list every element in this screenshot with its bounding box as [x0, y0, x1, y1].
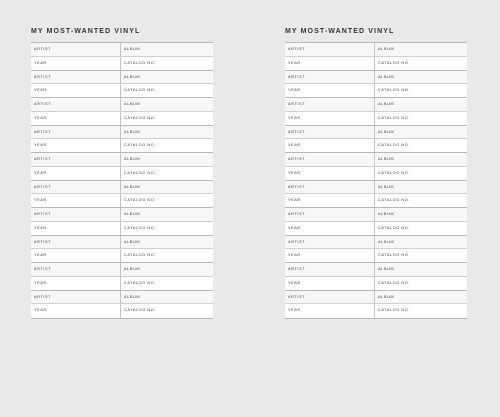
page-title: MY MOST-WANTED VINYL [285, 28, 395, 35]
artist-field[interactable]: ARTIST [31, 236, 121, 249]
year-field[interactable]: YEAR [285, 112, 375, 125]
vinyl-entry-row [31, 291, 213, 305]
vinyl-entry-row [285, 84, 467, 98]
vinyl-entry-row [31, 71, 213, 85]
catalog-number-field[interactable]: CATALOG NO. [124, 115, 156, 120]
album-field[interactable]: ALBUM [124, 294, 141, 299]
year-field[interactable]: YEAR [285, 277, 375, 290]
vinyl-entry-row [31, 236, 213, 250]
catalog-number-field[interactable]: CATALOG NO. [124, 198, 156, 203]
artist-field[interactable]: ARTIST [285, 126, 375, 139]
artist-field[interactable]: ARTIST [31, 291, 121, 304]
year-field[interactable]: YEAR [31, 112, 121, 125]
year-field[interactable]: YEAR [285, 139, 375, 152]
page-title: MY MOST-WANTED VINYL [31, 28, 141, 35]
year-field[interactable]: YEAR [31, 167, 121, 180]
artist-field[interactable]: ARTIST [285, 153, 375, 166]
catalog-number-field[interactable]: CATALOG NO. [124, 60, 156, 65]
artist-field[interactable]: ARTIST [285, 43, 375, 56]
year-field[interactable]: YEAR [31, 304, 121, 318]
vinyl-entry-row [285, 208, 467, 222]
vinyl-entry-row [31, 112, 213, 126]
year-field[interactable]: YEAR [31, 277, 121, 290]
vinyl-entry-row [31, 249, 213, 263]
album-field[interactable]: ALBUM [378, 267, 395, 271]
vinyl-entry-row [285, 139, 467, 153]
year-field[interactable]: YEAR [31, 222, 121, 235]
year-field[interactable]: YEAR [31, 84, 121, 97]
vinyl-entry-row [285, 112, 467, 126]
catalog-number-field[interactable]: CATALOG NO. [378, 280, 410, 285]
album-field[interactable]: ALBUM [378, 47, 395, 51]
artist-field[interactable]: ARTIST [31, 98, 121, 111]
year-field[interactable]: YEAR [285, 194, 375, 207]
year-field[interactable]: YEAR [285, 249, 375, 262]
vinyl-entry-row [31, 153, 213, 167]
year-field[interactable]: YEAR [285, 57, 375, 70]
vinyl-entry-row [285, 304, 467, 318]
vinyl-entry-row [285, 236, 467, 250]
vinyl-entry-row [285, 291, 467, 305]
year-field[interactable]: YEAR [31, 249, 121, 262]
year-field[interactable]: YEAR [31, 57, 121, 70]
year-field[interactable]: YEAR [285, 304, 375, 318]
vinyl-entry-row [285, 98, 467, 112]
vinyl-entry-row [31, 126, 213, 140]
vinyl-entry-row [285, 153, 467, 167]
vinyl-entry-row [31, 304, 213, 318]
vinyl-entry-row [31, 194, 213, 208]
artist-field[interactable]: ARTIST [31, 181, 121, 194]
artist-field[interactable]: ARTIST [31, 71, 121, 84]
year-field[interactable]: YEAR [31, 139, 121, 152]
vinyl-entry-row [285, 194, 467, 208]
album-field[interactable]: ALBUM [378, 212, 395, 216]
artist-field[interactable]: ARTIST [31, 263, 121, 276]
album-field[interactable]: ALBUM [124, 102, 141, 106]
catalog-number-field[interactable]: CATALOG NO. [378, 198, 410, 203]
vinyl-entry-row [31, 208, 213, 222]
album-field[interactable]: ALBUM [378, 184, 395, 189]
vinyl-entry-row [31, 139, 213, 153]
left-page [31, 22, 213, 319]
artist-field[interactable]: ARTIST [285, 71, 375, 84]
year-field[interactable]: YEAR [285, 222, 375, 235]
vinyl-entry-row [31, 263, 213, 277]
album-field[interactable]: ALBUM [124, 74, 141, 79]
vinyl-entry-row [285, 43, 467, 57]
catalog-number-field[interactable]: CATALOG NO. [378, 115, 410, 120]
catalog-number-field[interactable]: CATALOG NO. [124, 170, 156, 175]
vinyl-entry-row [31, 167, 213, 181]
catalog-number-field[interactable]: CATALOG NO. [378, 308, 410, 313]
artist-field[interactable]: ARTIST [31, 126, 121, 139]
album-field[interactable]: ALBUM [378, 294, 395, 299]
vinyl-entry-row [31, 222, 213, 236]
artist-field[interactable]: ARTIST [285, 181, 375, 194]
artist-field[interactable]: ARTIST [31, 208, 121, 221]
vinyl-entry-row [31, 43, 213, 57]
artist-field[interactable]: ARTIST [285, 291, 375, 304]
vinyl-entry-row [31, 84, 213, 98]
artist-field[interactable]: ARTIST [285, 98, 375, 111]
vinyl-table [285, 42, 467, 319]
catalog-number-field[interactable]: CATALOG NO. [124, 225, 156, 230]
catalog-number-field[interactable]: CATALOG NO. [378, 253, 410, 258]
album-field[interactable]: ALBUM [124, 129, 141, 134]
catalog-number-field[interactable]: CATALOG NO. [124, 280, 156, 285]
vinyl-entry-row [285, 57, 467, 71]
album-field[interactable]: ALBUM [378, 239, 395, 244]
catalog-number-field[interactable]: CATALOG NO. [378, 225, 410, 230]
album-field[interactable]: ALBUM [124, 47, 141, 51]
catalog-number-field[interactable]: CATALOG NO. [378, 143, 410, 148]
vinyl-entry-row [31, 98, 213, 112]
album-field[interactable]: ALBUM [378, 157, 395, 161]
year-field[interactable]: YEAR [285, 167, 375, 180]
album-field[interactable]: ALBUM [378, 102, 395, 106]
vinyl-entry-row [31, 57, 213, 71]
catalog-number-field[interactable]: CATALOG NO. [124, 308, 156, 313]
catalog-number-field[interactable]: CATALOG NO. [378, 60, 410, 65]
vinyl-entry-row [31, 277, 213, 291]
vinyl-entry-row [31, 181, 213, 195]
right-page [285, 22, 467, 319]
vinyl-entry-row [285, 222, 467, 236]
vinyl-entry-row [285, 263, 467, 277]
album-field[interactable]: ALBUM [378, 74, 395, 79]
catalog-number-field[interactable]: CATALOG NO. [124, 88, 156, 93]
vinyl-entry-row [285, 126, 467, 140]
album-field[interactable]: ALBUM [124, 267, 141, 271]
year-field[interactable]: YEAR [31, 194, 121, 207]
artist-field[interactable]: ARTIST [31, 153, 121, 166]
album-field[interactable]: ALBUM [124, 212, 141, 216]
catalog-number-field[interactable]: CATALOG NO. [378, 170, 410, 175]
vinyl-entry-row [285, 167, 467, 181]
artist-field[interactable]: ARTIST [31, 43, 121, 56]
vinyl-entry-row [285, 71, 467, 85]
album-field[interactable]: ALBUM [378, 129, 395, 134]
vinyl-entry-row [285, 249, 467, 263]
artist-field[interactable]: ARTIST [285, 263, 375, 276]
artist-field[interactable]: ARTIST [285, 208, 375, 221]
year-field[interactable]: YEAR [285, 84, 375, 97]
vinyl-entry-row [285, 181, 467, 195]
catalog-number-field[interactable]: CATALOG NO. [378, 88, 410, 93]
vinyl-table [31, 42, 213, 319]
artist-field[interactable]: ARTIST [285, 236, 375, 249]
album-field[interactable]: ALBUM [124, 157, 141, 161]
album-field[interactable]: ALBUM [124, 184, 141, 189]
album-field[interactable]: ALBUM [124, 239, 141, 244]
catalog-number-field[interactable]: CATALOG NO. [124, 253, 156, 258]
vinyl-entry-row [285, 277, 467, 291]
catalog-number-field[interactable]: CATALOG NO. [124, 143, 156, 148]
